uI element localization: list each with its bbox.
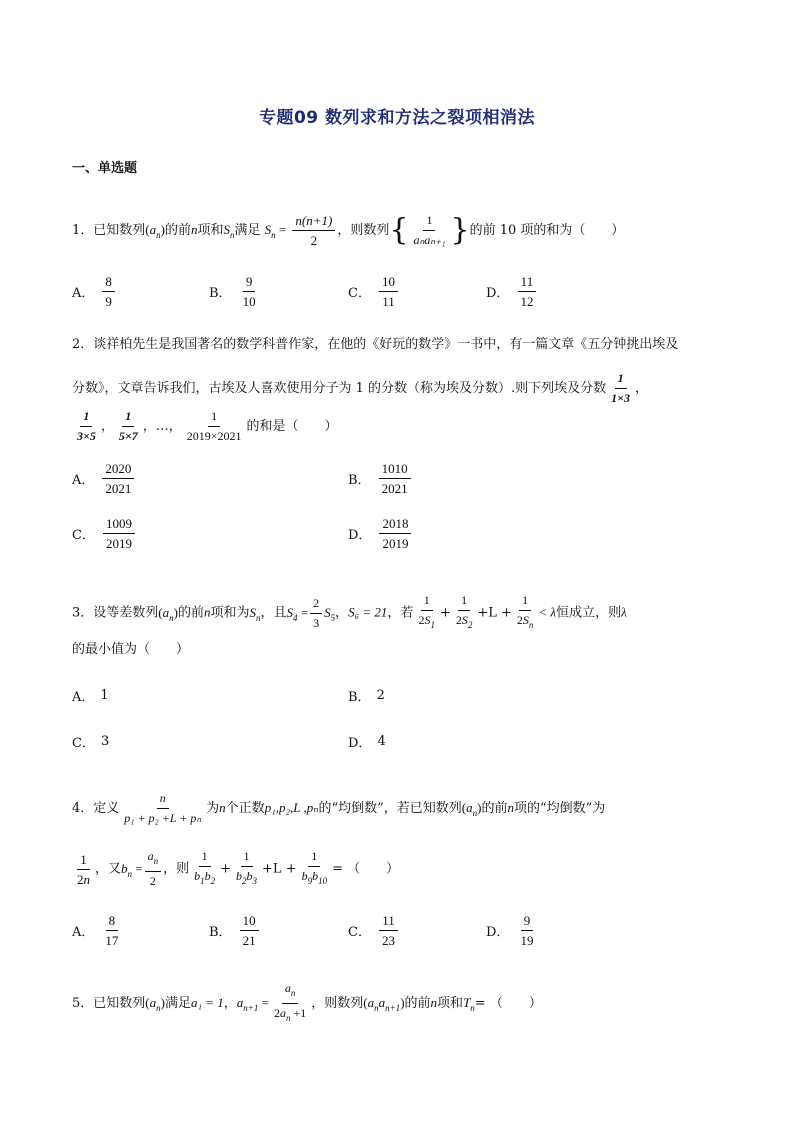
q2-option-b[interactable]: B． $\frac{1010}{2021}$	[348, 460, 413, 497]
q2-option-c[interactable]: C． $\frac{1009}{2019}$	[72, 515, 137, 552]
q2-option-a[interactable]: A． $\frac{2020}{2021}$	[72, 460, 136, 497]
question-4-line-2: $\frac{1}{2n}$ ，又$b_n$ = $\frac{a_n}{2}$ ，则 $\frac{1}{b_1b_2}$ + $\frac{1}{b_2b_3}$ +L + $\frac{1}{b_9b_{10}}$ = （ ）	[77, 849, 400, 888]
section-heading: 一、单选题	[72, 161, 138, 176]
question-2-line-2: 分数》，文章告诉我们，古埃及人喜欢使用分子为 1 的分数（称为埃及分数）.则下列埃及分数 $\frac{1}{1\times 3}$ ，	[72, 371, 649, 405]
q4-option-a[interactable]: A． $\frac{8}{17}$	[72, 913, 119, 948]
q4-option-d[interactable]: D． $\frac{9}{19}$	[486, 913, 534, 948]
question-1: 1．已知数列$(a_n)$的前n项和$S_n$满足 $S_n$ = $\frac{n(n+1)}{2}$ ，则数列{ $\frac{1}{\text{aₙaₙ₊₁}}$ }的前 10 项的和为（ ）	[72, 212, 625, 248]
question-3-line-1: 3．设等差数列$(a_n)$的前n项和为$S_n$，且$S_4$ = $\frac{2}{3}$ $S_5$，S₆ = 21，若 $\frac{1}{2S_1}$ + $\frac{1}{2S_2}$ +L + $\frac{1}{2S_n}$ < λ恒成立，则λ	[72, 593, 627, 630]
question-4-line-1: 4．定义 $\frac{n}{\text{p₁ + p₂ +L + pₙ}}$ 为n个正数p₁,p₂,L ,pₙ的“均倒数”，若已知数列$(a_n)$的前n项的“均倒数”为	[72, 791, 606, 825]
q1-option-d[interactable]: D． $\frac{11}{12}$	[486, 273, 538, 310]
question-2-line-1: 2．谈祥柏先生是我国著名的数学科普作家，在他的《好玩的数学》一书中，有一篇文章《五分钟挑出埃及	[72, 337, 679, 352]
question-2-line-3: $\frac{1}{3\times 5}$ ， $\frac{1}{5\times 7}$ ，…， $\frac{1}{2019\times 2021}$ 的和是（ ）	[77, 409, 338, 443]
sum-formula-fraction: $\frac{n(n+1)}{2}$	[292, 212, 335, 249]
q3-option-b[interactable]: B． 2	[348, 688, 385, 705]
q4-option-b[interactable]: B． $\frac{10}{21}$	[209, 912, 261, 949]
q3-option-d[interactable]: D． 4	[348, 734, 386, 751]
q1-option-c[interactable]: C． $\frac{10}{11}$	[348, 273, 400, 310]
q3-option-a[interactable]: A． 1	[72, 688, 109, 705]
q3-option-c[interactable]: C． 3	[72, 734, 110, 751]
sequence-fraction: $\frac{1}{\text{aₙaₙ₊₁}}$	[413, 213, 446, 247]
q4-option-c[interactable]: C． $\frac{11}{23}$	[348, 912, 400, 949]
q1-option-a[interactable]: A． $\frac{8}{9}$	[72, 273, 117, 310]
q1-option-b[interactable]: B． $\frac{9}{10}$	[209, 274, 256, 309]
page-title: 专题09 数列求和方法之裂项相消法	[258, 108, 536, 128]
question-3-line-2: 的最小值为（ ）	[72, 642, 190, 657]
question-5: 5．已知数列$(a_n)$满足a₁ = 1，$a_{n+1}$ = $\frac{a_n}{2a_n +1}$ ，则数列$(a_na_{n+1})$的前n项和$T_n=$ （ ）	[72, 981, 542, 1023]
q2-option-d[interactable]: D． $\frac{2018}{2019}$	[348, 515, 413, 552]
